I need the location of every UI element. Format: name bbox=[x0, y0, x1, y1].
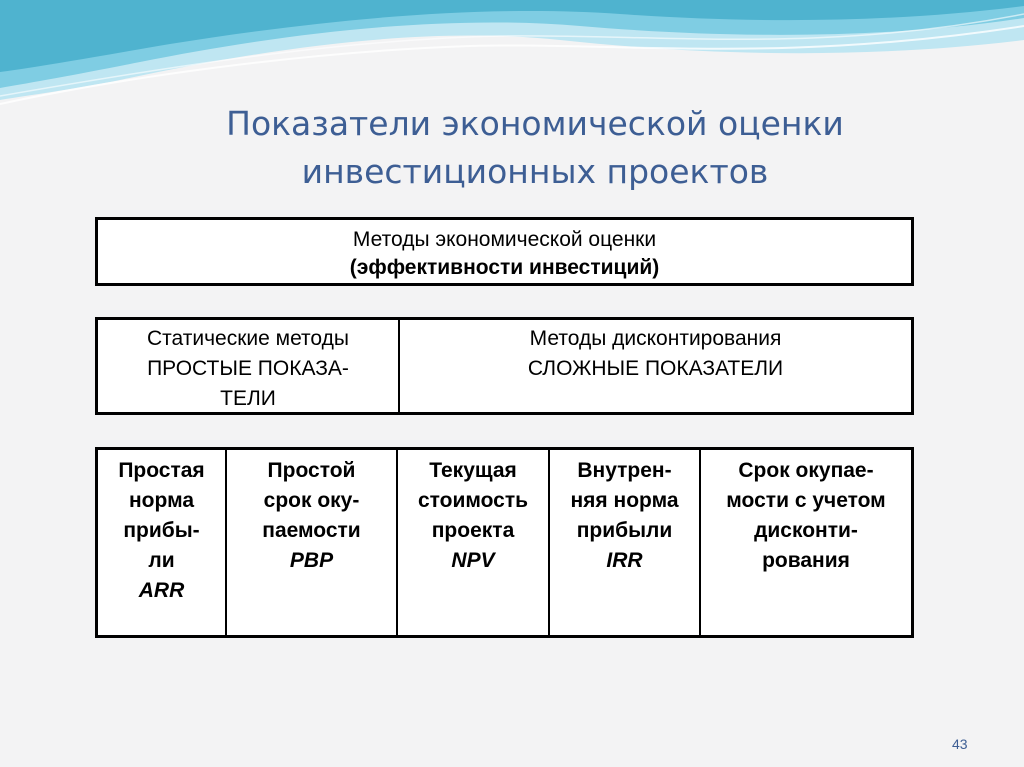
slide-title bbox=[140, 100, 930, 196]
indicator-discounted-payback-cell bbox=[701, 450, 911, 635]
indicator-text: рования bbox=[762, 549, 850, 572]
indicator-text: стоимость bbox=[417, 489, 529, 512]
indicator-abbr: IRR bbox=[606, 549, 643, 572]
group-label: Методы дисконтирования bbox=[529, 327, 782, 350]
indicator-npv-cell bbox=[398, 450, 550, 635]
methods-line-1: Методы экономической оценки bbox=[352, 228, 657, 251]
method-groups-row bbox=[95, 317, 914, 415]
indicator-text: няя норма bbox=[570, 489, 679, 512]
indicator-text: Срок окупае- bbox=[738, 459, 874, 482]
indicator-text: срок оку- bbox=[263, 489, 360, 512]
group-subtitle: СЛОЖНЫЕ ПОКАЗАТЕЛИ bbox=[527, 357, 784, 380]
indicator-abbr: NPV bbox=[451, 549, 495, 572]
page-number: 43 bbox=[952, 736, 968, 752]
indicators-row bbox=[95, 447, 914, 638]
discount-methods-cell bbox=[400, 320, 911, 412]
group-label: Статические методы bbox=[146, 327, 350, 350]
indicator-text: прибыли bbox=[576, 519, 673, 542]
indicator-text: дисконти- bbox=[754, 519, 858, 542]
indicator-text: паемости bbox=[262, 519, 361, 542]
indicator-text: ли bbox=[148, 549, 175, 572]
indicator-text: мости с учетом bbox=[726, 489, 886, 512]
methods-box bbox=[95, 217, 914, 286]
indicator-abbr: ARR bbox=[138, 579, 185, 602]
indicator-text: прибы- bbox=[123, 519, 200, 542]
title-line-1: Показатели экономической оценки bbox=[226, 104, 844, 143]
group-subtitle: ПРОСТЫЕ ПОКАЗА- bbox=[147, 357, 349, 380]
indicator-pbp-cell bbox=[227, 450, 398, 635]
indicator-arr-cell bbox=[98, 450, 227, 635]
indicator-text: Внутрен- bbox=[577, 459, 672, 482]
group-subtitle-cont: ТЕЛИ bbox=[220, 387, 276, 410]
indicator-text: Простая bbox=[118, 459, 205, 482]
methods-line-2: (эффективности инвестиций) bbox=[349, 256, 660, 279]
indicator-abbr: PBP bbox=[289, 549, 334, 572]
indicator-text: норма bbox=[129, 489, 194, 512]
indicator-text: Текущая bbox=[429, 459, 517, 482]
indicator-text: проекта bbox=[431, 519, 515, 542]
title-line-2: инвестиционных проектов bbox=[301, 152, 769, 191]
static-methods-cell bbox=[98, 320, 400, 412]
indicator-irr-cell bbox=[550, 450, 701, 635]
indicator-text: Простой bbox=[267, 459, 356, 482]
